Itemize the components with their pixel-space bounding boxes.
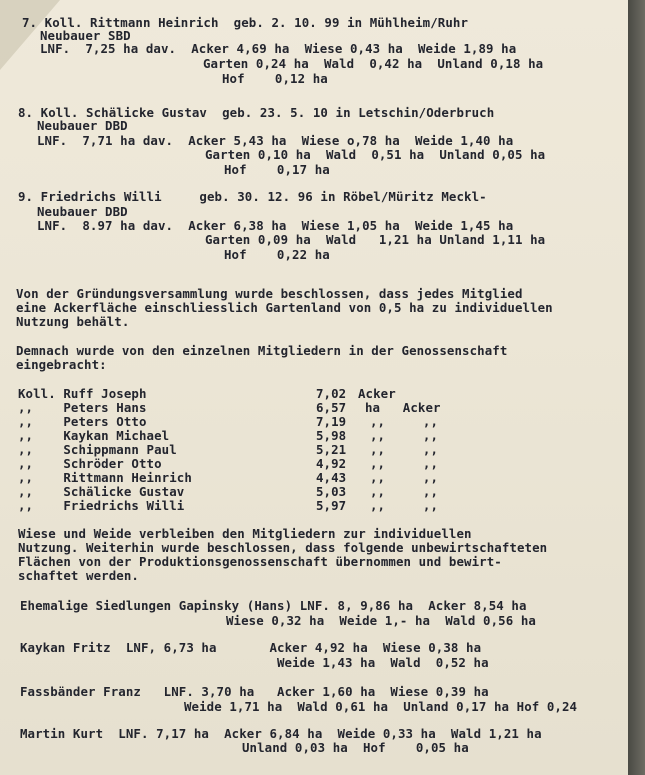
- member-value: 5,21: [316, 442, 347, 457]
- member-value: 4,92: [316, 456, 347, 471]
- member-unit: Acker: [358, 386, 396, 401]
- resolution-line-1: Von der Gründungsversammlung wurde beschlossen, dass jedes Mitglied: [16, 286, 523, 301]
- member-value: 4,43: [316, 470, 347, 485]
- entry-9-lnf: LNF. 8.97 ha dav. Acker 6,38 ha Wiese 1,05 ha Weide 1,45 ha: [37, 218, 514, 233]
- gapinsky-line-2: Wiese 0,32 ha Weide 1,- ha Wald 0,56 ha: [226, 613, 536, 628]
- usage-note-4: schaftet werden.: [18, 568, 139, 583]
- member-value: 5,98: [316, 428, 347, 443]
- member-unit: ,, ,,: [370, 428, 439, 443]
- usage-note-2: Nutzung. Weiterhin wurde beschlossen, dass folgende unbewirtschafteten: [18, 540, 548, 555]
- fassbaender-line-1: Fassbänder Franz LNF. 3,70 ha Acker 1,60 ha Wiese 0,39 ha: [20, 684, 489, 699]
- member-unit: ,, ,,: [370, 414, 439, 429]
- member-name: ,, Peters Otto: [18, 414, 147, 429]
- member-name: ,, Rittmann Heinrich: [18, 470, 192, 485]
- member-unit: ,, ,,: [370, 470, 439, 485]
- entry-8-garden: Garten 0,10 ha Wald 0,51 ha Unland 0,05 ha: [205, 147, 546, 162]
- member-name: ,, Schälicke Gustav: [18, 484, 185, 499]
- member-name: ,, Kaykan Michael: [18, 428, 170, 443]
- entry-7-lnf: LNF. 7,25 ha dav. Acker 4,69 ha Wiese 0,43 ha Weide 1,89 ha: [40, 41, 517, 56]
- member-name: ,, Schippmann Paul: [18, 442, 177, 457]
- usage-note-3: Flächen von der Produktionsgenossenschaft übernommen und bewirt-: [18, 554, 502, 569]
- member-unit: ,, ,,: [370, 484, 439, 499]
- entry-8-lnf: LNF. 7,71 ha dav. Acker 5,43 ha Wiese o,78 ha Weide 1,40 ha: [37, 133, 514, 148]
- member-value: 6,57: [316, 400, 347, 415]
- fassbaender-line-2: Weide 1,71 ha Wald 0,61 ha Unland 0,17 ha Hof 0,24: [184, 699, 578, 714]
- member-unit: ,, ,,: [370, 456, 439, 471]
- entry-8-yard: Hof 0,17 ha: [224, 162, 330, 177]
- martin-line-1: Martin Kurt LNF. 7,17 ha Acker 6,84 ha Weide 0,33 ha Wald 1,21 ha: [20, 726, 542, 741]
- entry-7-garden: Garten 0,24 ha Wald 0,42 ha Unland 0,18 ha: [203, 56, 544, 71]
- martin-line-2: Unland 0,03 ha Hof 0,05 ha: [242, 740, 469, 755]
- entry-7-status: Neubauer SBD: [40, 28, 131, 43]
- member-name: ,, Peters Hans: [18, 400, 147, 415]
- entry-9-yard: Hof 0,22 ha: [224, 247, 330, 262]
- usage-note-1: Wiese und Weide verbleiben den Mitgliedern zur individuellen: [18, 526, 472, 541]
- entry-9-garden: Garten 0,09 ha Wald 1,21 ha Unland 1,11 ha: [205, 232, 546, 247]
- entry-8-status: Neubauer DBD: [37, 118, 128, 133]
- resolution-line-2: eine Ackerfläche einschliesslich Gartenland von 0,5 ha zu individuellen: [16, 300, 553, 315]
- member-value: 7,19: [316, 414, 347, 429]
- member-name: Koll. Ruff Joseph: [18, 386, 147, 401]
- contribution-intro-1: Demnach wurde von den einzelnen Mitgliedern in der Genossenschaft: [16, 343, 508, 358]
- kaykan-line-2: Weide 1,43 ha Wald 0,52 ha: [277, 655, 489, 670]
- member-unit: ha Acker: [365, 400, 441, 415]
- member-name: ,, Schröder Otto: [18, 456, 162, 471]
- entry-7-heading: 7. Koll. Rittmann Heinrich geb. 2. 10. 99 in Mühlheim/Ruhr: [22, 15, 469, 30]
- contribution-intro-2: eingebracht:: [16, 357, 107, 372]
- member-value: 5,97: [316, 498, 347, 513]
- member-unit: ,, ,,: [370, 442, 439, 457]
- gapinsky-line-1: Ehemalige Siedlungen Gapinsky (Hans) LNF. 8, 9,86 ha Acker 8,54 ha: [20, 598, 527, 613]
- member-unit: ,, ,,: [370, 498, 439, 513]
- entry-7-yard: Hof 0,12 ha: [222, 71, 328, 86]
- entry-8-heading: 8. Koll. Schälicke Gustav geb. 23. 5. 10 in Letschin/Oderbruch: [18, 105, 495, 120]
- entry-9-status: Neubauer DBD: [37, 204, 128, 219]
- background-edge: [628, 0, 645, 775]
- resolution-line-3: Nutzung behält.: [16, 314, 130, 329]
- kaykan-line-1: Kaykan Fritz LNF, 6,73 ha Acker 4,92 ha Wiese 0,38 ha: [20, 640, 482, 655]
- member-value: 5,03: [316, 484, 347, 499]
- entry-9-heading: 9. Friedrichs Willi geb. 30. 12. 96 in Röbel/Müritz Meckl-: [18, 189, 487, 204]
- member-name: ,, Friedrichs Willi: [18, 498, 185, 513]
- member-value: 7,02: [316, 386, 347, 401]
